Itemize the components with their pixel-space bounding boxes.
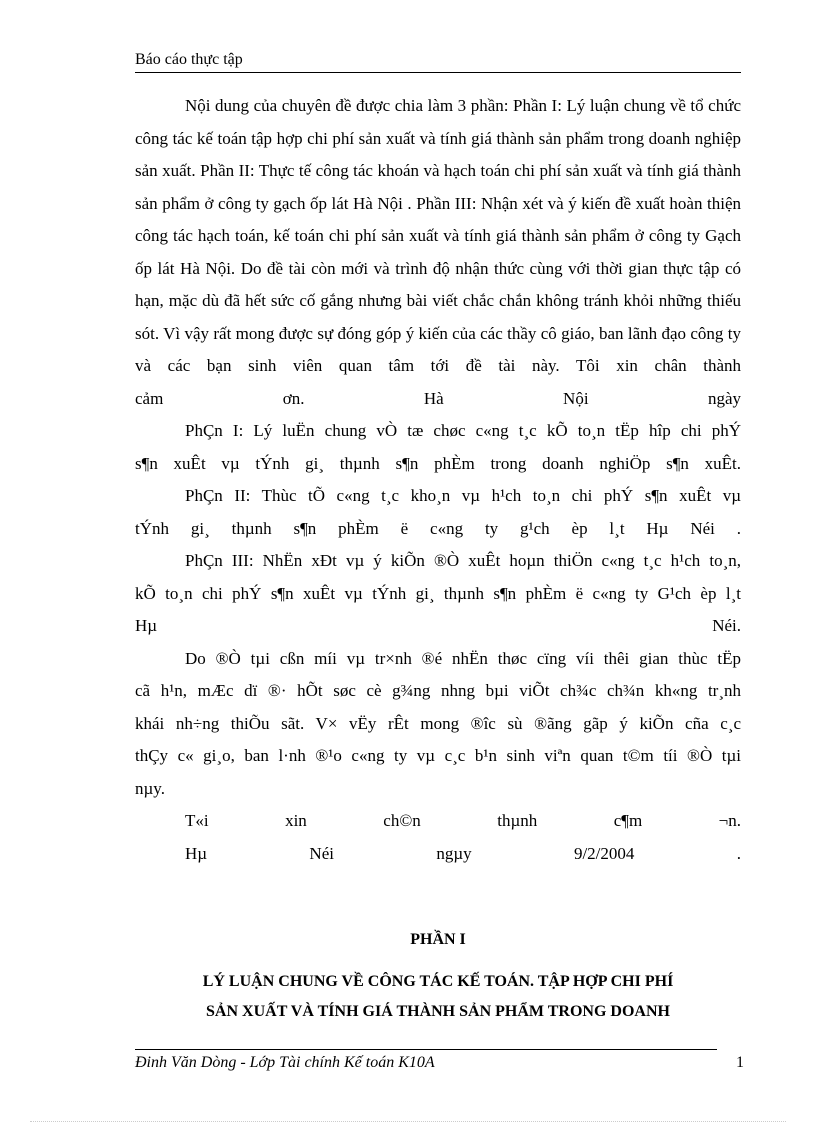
subtitle-line-2: SẢN XUẤT VÀ TÍNH GIÁ THÀNH SẢN PHẨM TRONG DOANH	[206, 1003, 670, 1020]
part-title: PHẦN I	[410, 931, 466, 948]
part2-line-a: PhÇn II: Thùc tÕ c«ng t¸c kho¸n vµ h¹ch to¸n chi phÝ s¶n xuÊt vµ	[185, 486, 741, 505]
subtitle-line-1: LÝ LUẬN CHUNG VỀ CÔNG TÁC KẾ TOÁN. TẬP HỢP CHI PHÍ	[202, 973, 674, 990]
footer-author: Đinh Văn Dòng - Lớp Tài chính Kế toán K10A	[135, 1054, 435, 1071]
do-line-e: nµy.	[135, 778, 165, 798]
footer-divider	[135, 1049, 717, 1050]
part3-line-a: PhÇn III: NhËn xÐt vµ ý kiÕn ®Ò xuÊt hoµn thiÖn c«ng t¸c h¹ch to¸n,	[185, 551, 741, 570]
do-line-a: Do ®Ò tµi cßn míi vµ tr×nh ®é nhËn thøc cïng víi thêi gian thùc tËp	[185, 648, 741, 668]
do-line-c: khái nh÷ng thiÕu sãt. V× vËy rÊt mong ®îc sù ®ãng gãp ý kiÕn cña c¸c	[135, 713, 741, 733]
do-line-d: thÇy c« gi¸o, ban l·nh ®¹o c«ng ty vµ c¸c b¹n sinh viªn quan t©m tíi ®Ò tµi	[135, 746, 741, 765]
do-line-b: cã h¹n, mÆc dï ®· hÕt søc cè g¾ng nhng bµi viÕt ch¾c ch¾n kh«ng tr¸nh	[135, 681, 741, 700]
date-line: Hµ Néi ngµy 9/2/2004 .	[185, 843, 741, 863]
intro-paragraph: Nội dung của chuyên đề được chia làm 3 phần: Phần I: Lý luận chung về tổ chức công tác kế toán tập hợp chi phí sản xuất và tính giá thành sản phẩm trong doanh nghiệp sản xuất. Phần II: Thực tế công tác khoán và hạch toán chi phí sản xuất và tính giá thành sản phẩm ở công ty gạch ốp lát Hà Nội . Phần III: Nhận xét và ý kiến đề xuất hoàn thiện công tác hạch toán, kế toán chi phí sản xuất và tính giá thành sản phẩm ở công ty Gạch ốp lát Hà Nội. Do đề tài còn mới và trình độ nhận thức cùng với thời gian thực tập có hạn, mặc dù đã hết sức cố gắng nhưng bài viết chắc chắn không tránh khỏi những thiếu sót. Vì vậy rất mong được sự đóng góp ý kiến của các thầy cô giáo, ban lãnh đạo công ty và các bạn sinh viên quan tâm tới đề tài này. Tôi xin chân thành	[135, 96, 741, 375]
page-number: 1	[736, 1054, 744, 1071]
thanks-line: T«i xin ch©n thµnh c¶m ¬n.	[185, 811, 741, 830]
part1-line-a: PhÇn I: Lý luËn chung vÒ tæ chøc c«ng t¸c kÕ to¸n tËp hîp chi phÝ	[185, 421, 741, 440]
part3-line-c: Hµ Néi.	[135, 616, 741, 635]
document-body	[135, 90, 741, 870]
page-bottom-edge	[30, 1121, 786, 1122]
part2-line-b: tÝnh gi¸ thµnh s¶n phÈm ë c«ng ty g¹ch èp l¸t Hµ Néi .	[135, 518, 741, 538]
part3-line-b: kÕ to¸n chi phÝ s¶n xuÊt vµ tÝnh gi¸ thµnh s¶n phÈm ë c«ng ty G¹ch èp l¸t	[135, 583, 741, 603]
page-header	[135, 50, 741, 73]
part1-line-b: s¶n xuÊt vµ tÝnh gi¸ thµnh s¶n phÈm trong doanh nghiÖp s¶n xuÊt.	[135, 453, 741, 473]
intro-last-line: cảm ơn. Hà Nội ngày	[135, 388, 741, 408]
header-title: Báo cáo thực tập	[135, 51, 243, 68]
